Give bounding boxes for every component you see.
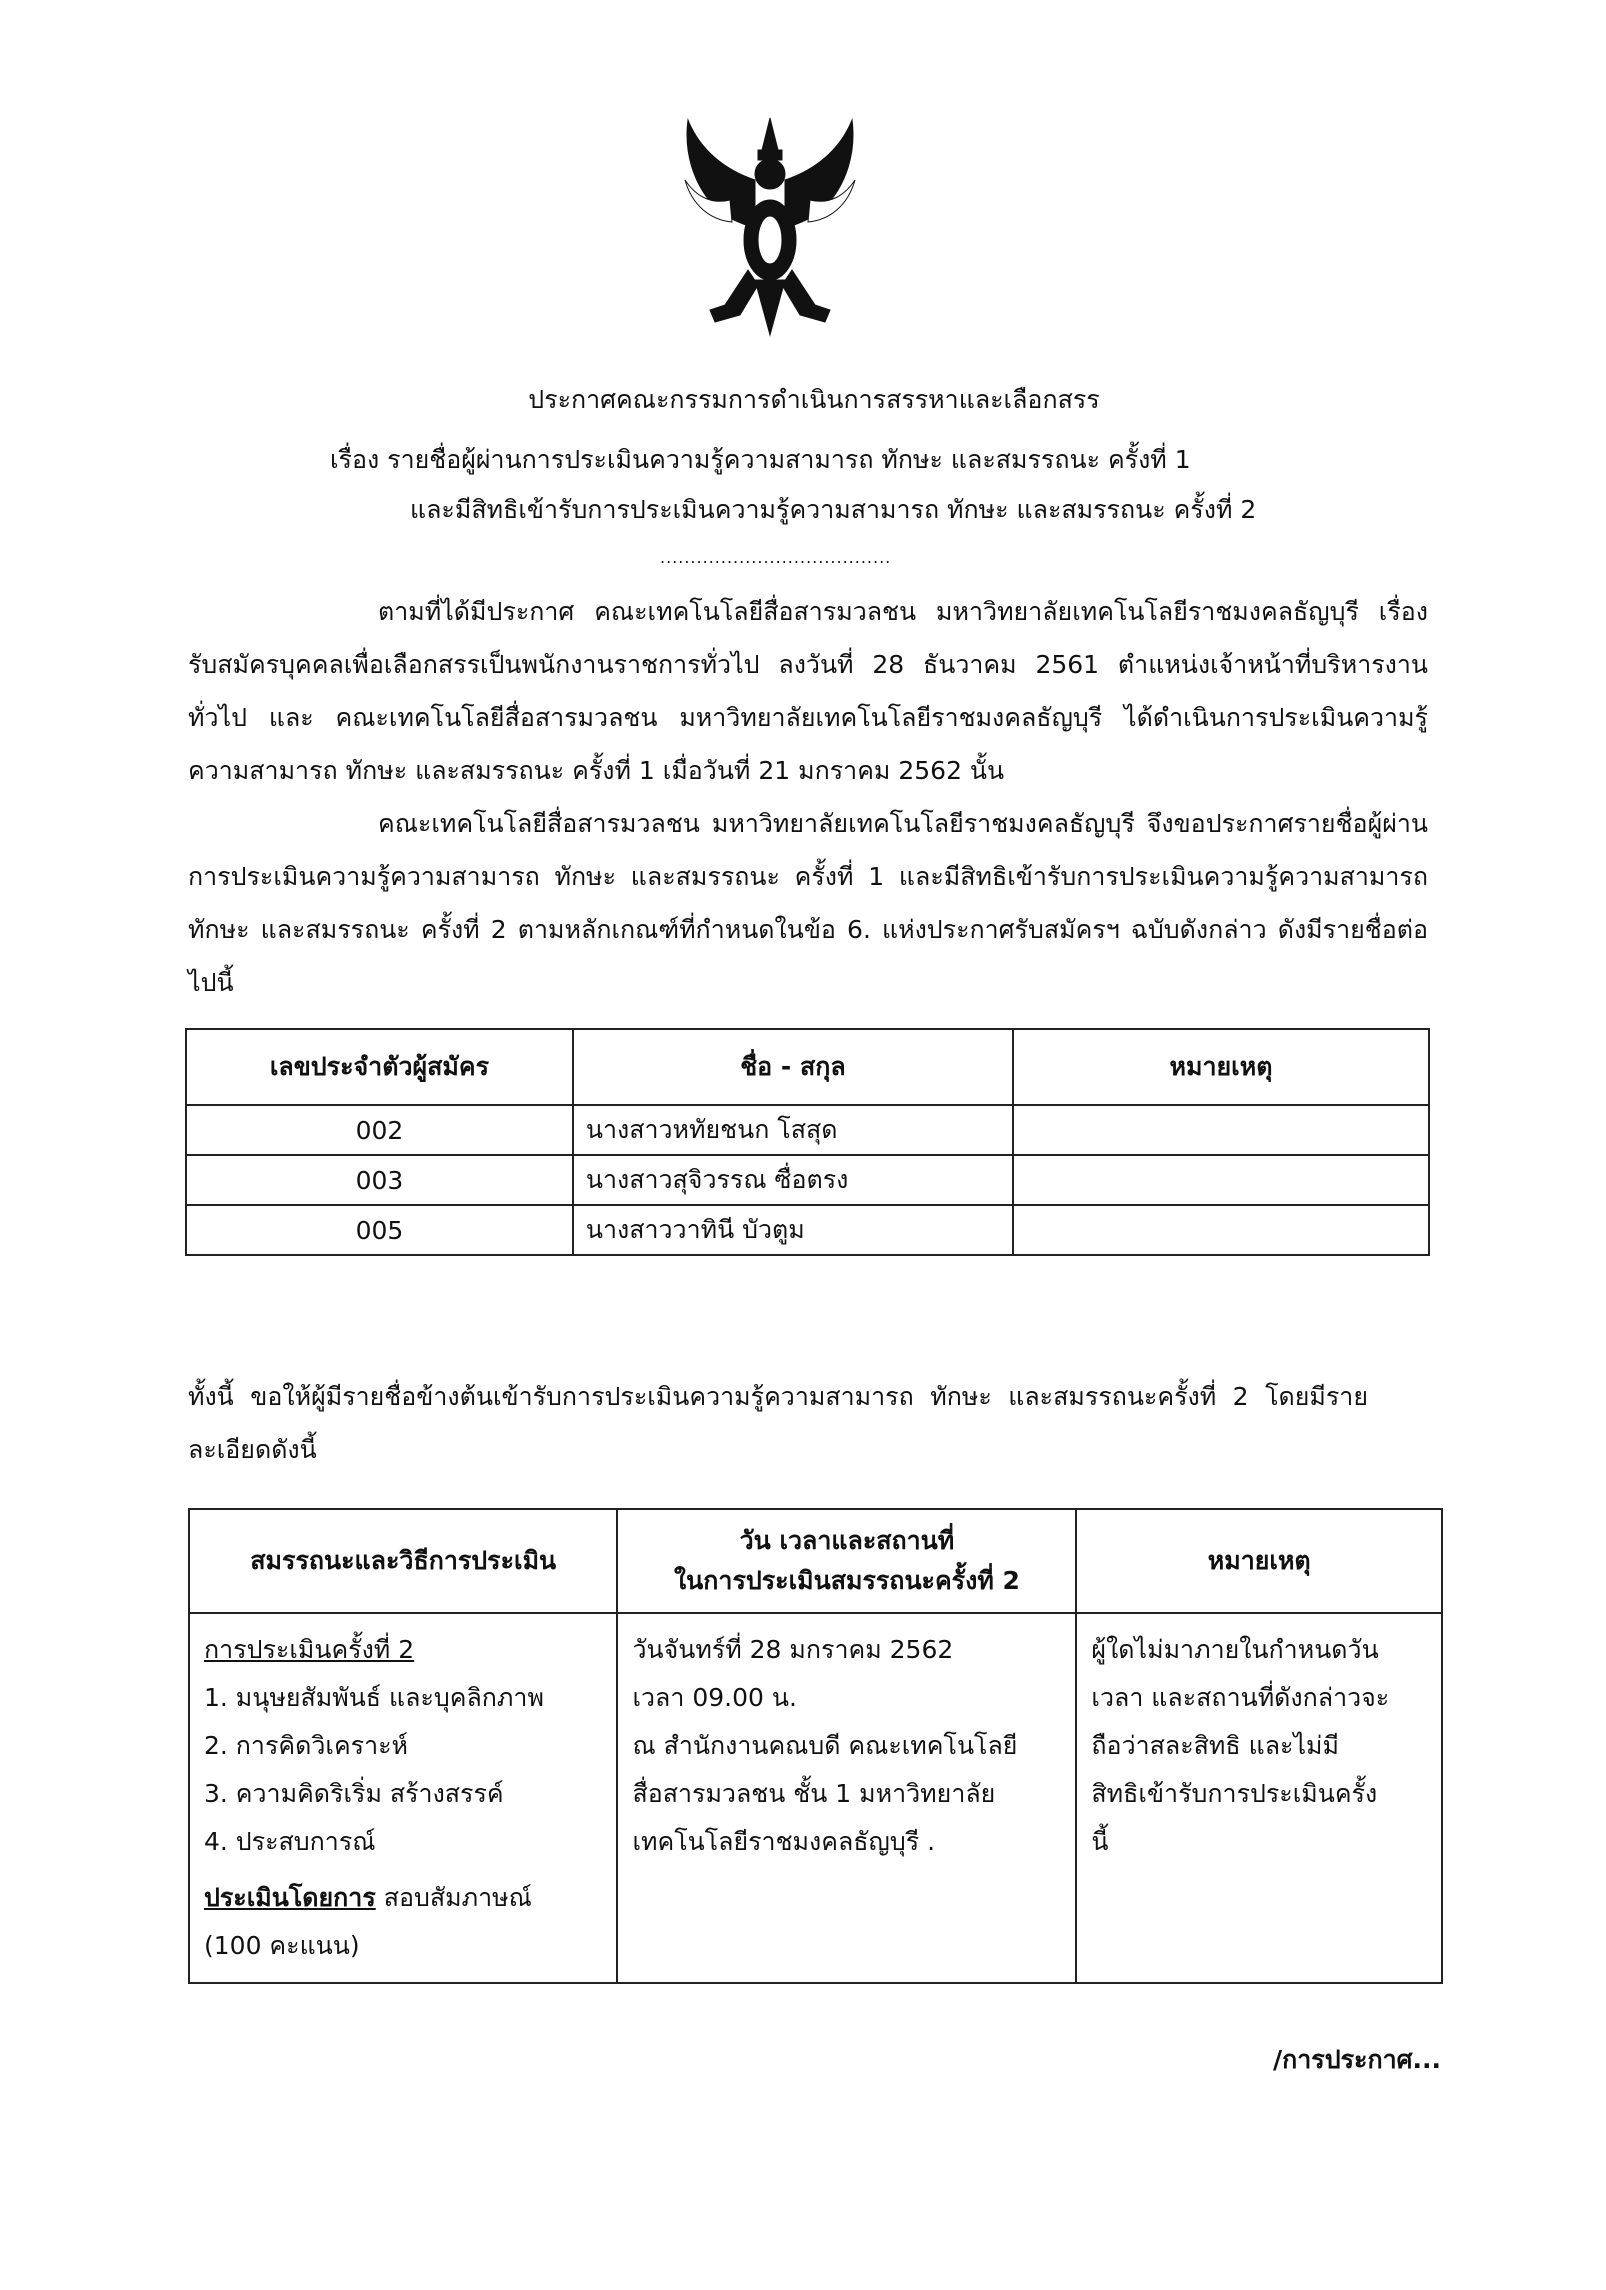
paragraph-1: ตามที่ได้มีประกาศ คณะเทคโนโลยีสื่อสารมวลชน มหาวิทยาลัยเทคโนโลยีราชมงคลธัญบุรี เรื่อง รับสมัครบุคคลเพื่อเลือกสรรเป็นพนักงานราชการทั่วไป ลงวันที่ 28 ธันวาคม 2561 ตำแหน่งเจ้าหน้าที่บริหารงานทั่วไป และ คณะเทคโนโลยีสื่อสารมวลชน มหาวิทยาลัยเทคโนโลยีราชมงคลธัญบุรี ได้ดำเนินการประเมินความรู้ความสามารถ ทักษะ และสมรรถนะ ครั้งที่ 1 เมื่อวันที่ 21 มกราคม 2562 นั้น bbox=[188, 597, 1428, 785]
header-divider: ...................................... bbox=[660, 548, 892, 567]
note-line: สิทธิเข้ารับการประเมินครั้ง bbox=[1091, 1779, 1378, 1808]
table-row bbox=[186, 1105, 1429, 1155]
note-line: ผู้ใดไม่มาภายในกำหนดวัน bbox=[1091, 1635, 1379, 1664]
candidate-name: นางสาวหทัยชนก โสสุด bbox=[573, 1105, 1013, 1155]
candidate-id: 005 bbox=[186, 1205, 573, 1255]
announcement-subject-line1: เรื่อง รายชื่อผู้ผ่านการประเมินความรู้ความสามารถ ทักษะ และสมรรถนะ ครั้งที่ 1 bbox=[330, 445, 1191, 474]
col-header-name: ชื่อ - สกุล bbox=[573, 1029, 1013, 1105]
score: (100 คะแนน) bbox=[204, 1931, 360, 1960]
method-label: ประเมินโดยการ bbox=[204, 1883, 376, 1912]
paragraph-2: คณะเทคโนโลยีสื่อสารมวลชน มหาวิทยาลัยเทคโนโลยีราชมงคลธัญบุรี จึงขอประกาศรายชื่อผู้ผ่านการประเมินความรู้ความสามารถ ทักษะ และสมรรถนะ ครั้งที่ 1 และมีสิทธิเข้ารับการประเมินความรู้ความสามารถ ทักษะ และสมรรถนะ ครั้งที่ 2 ตามหลักเกณฑ์ที่กำหนดในข้อ 6. แห่งประกาศรับสมัครฯ ฉบับดังกล่าว ดังมีรายชื่อต่อไปนี้ bbox=[188, 809, 1428, 997]
datetime-cell bbox=[617, 1613, 1076, 1983]
continuation-marker: /การประกาศ... bbox=[1273, 2045, 1441, 2074]
table-row bbox=[189, 1613, 1442, 1983]
note-cell bbox=[1076, 1613, 1442, 1983]
location-line: เทคโนโลยีราชมงคลธัญบุรี . bbox=[632, 1827, 936, 1856]
col-header-id: เลขประจำตัวผู้สมัคร bbox=[186, 1029, 573, 1105]
candidate-note bbox=[1013, 1155, 1429, 1205]
announcement-subject-line2: และมีสิทธิเข้ารับการประเมินความรู้ความสามารถ ทักษะ และสมรรถนะ ครั้งที่ 2 bbox=[410, 495, 1257, 524]
col-header-datetime-line1: วัน เวลาและสถานที่ bbox=[739, 1526, 955, 1555]
table-row bbox=[186, 1155, 1429, 1205]
col-header-note: หมายเหตุ bbox=[1076, 1509, 1442, 1613]
col-header-competency: สมรรถนะและวิธีการประเมิน bbox=[189, 1509, 617, 1613]
candidate-note bbox=[1013, 1105, 1429, 1155]
competency-cell bbox=[189, 1613, 617, 1983]
location-line: ณ สำนักงานคณบดี คณะเทคโนโลยี bbox=[632, 1731, 1018, 1760]
table-header-row bbox=[189, 1509, 1442, 1613]
competency-item: 3. ความคิดริเริ่ม สร้างสรรค์ bbox=[204, 1779, 504, 1808]
note-line: ถือว่าสละสิทธิ และไม่มี bbox=[1091, 1731, 1339, 1760]
col-header-datetime-line2: ในการประเมินสมรรถนะครั้งที่ 2 bbox=[673, 1566, 1020, 1595]
candidate-note bbox=[1013, 1205, 1429, 1255]
announcement-title: ประกาศคณะกรรมการดำเนินการสรรหาและเลือกสรร bbox=[528, 385, 1100, 414]
note-line: เวลา และสถานที่ดังกล่าวจะ bbox=[1091, 1683, 1390, 1712]
candidate-name: นางสาววาทินี บัวตูม bbox=[573, 1205, 1013, 1255]
body-paragraphs bbox=[188, 585, 1428, 1009]
competency-item: 2. การคิดวิเคราะห์ bbox=[204, 1731, 409, 1760]
method-line bbox=[204, 1874, 602, 1922]
paragraph-3: ทั้งนี้ ขอให้ผู้มีรายชื่อข้างต้นเข้ารับการประเมินความรู้ความสามารถ ทักษะ และสมรรถนะครั้งที่ 2 โดยมีรายละเอียดดังนี้ bbox=[188, 1382, 1368, 1464]
location-line: สื่อสารมวลชน ชั้น 1 มหาวิทยาลัย bbox=[632, 1779, 996, 1808]
time-line: เวลา 09.00 น. bbox=[632, 1683, 797, 1712]
candidate-id: 003 bbox=[186, 1155, 573, 1205]
assessment-schedule-table bbox=[188, 1508, 1443, 1984]
col-header-note: หมายเหตุ bbox=[1013, 1029, 1429, 1105]
competency-item: 4. ประสบการณ์ bbox=[204, 1827, 376, 1856]
candidate-id: 002 bbox=[186, 1105, 573, 1155]
col-header-datetime bbox=[617, 1509, 1076, 1613]
paragraph-3-container bbox=[188, 1370, 1368, 1476]
competency-item: 1. มนุษยสัมพันธ์ และบุคลิกภาพ bbox=[204, 1683, 544, 1712]
table-row bbox=[186, 1205, 1429, 1255]
assessment-heading: การประเมินครั้งที่ 2 bbox=[204, 1635, 415, 1664]
method-value: สอบสัมภาษณ์ bbox=[375, 1883, 532, 1912]
note-line: นี้ bbox=[1091, 1827, 1109, 1856]
candidate-name: นางสาวสุจิวรรณ ซื่อตรง bbox=[573, 1155, 1013, 1205]
date-line: วันจันทร์ที่ 28 มกราคม 2562 bbox=[632, 1635, 954, 1664]
garuda-emblem-icon bbox=[670, 110, 870, 340]
candidates-table bbox=[185, 1028, 1430, 1256]
table-header-row bbox=[186, 1029, 1429, 1105]
